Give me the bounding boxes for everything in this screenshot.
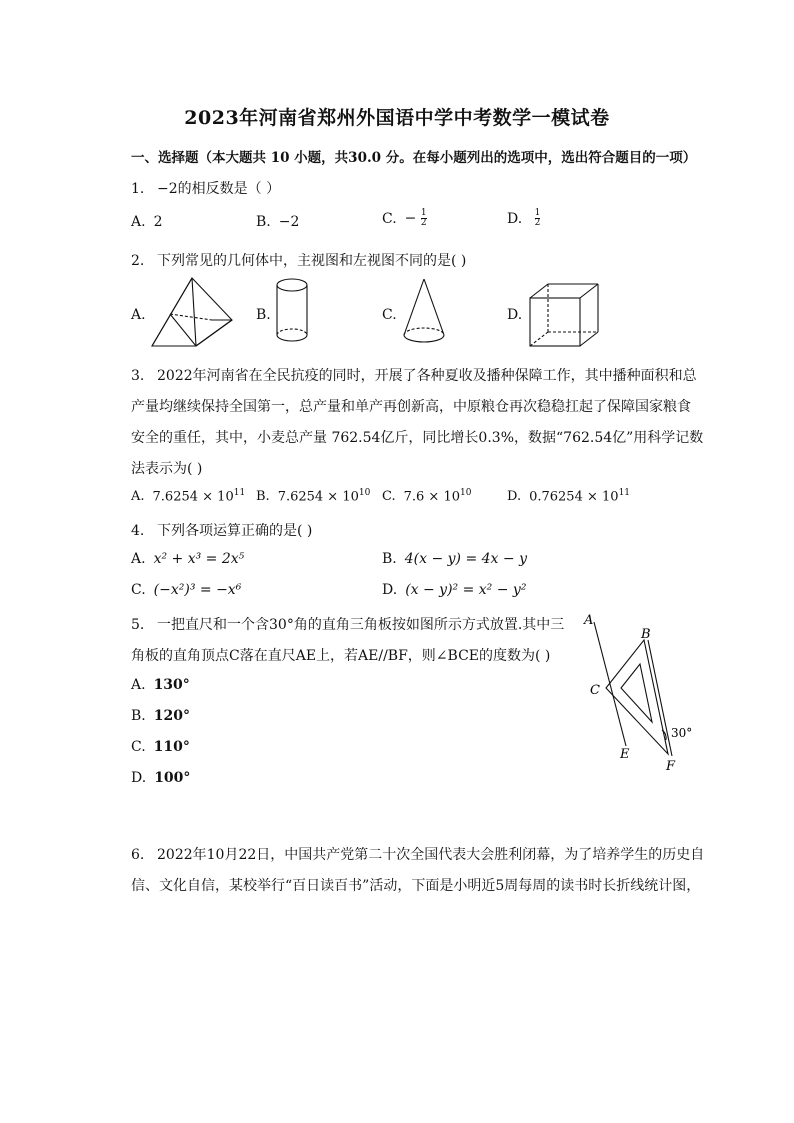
triangular-prism-figure [150,276,236,348]
ruler-triangle-figure [576,610,696,780]
option-d: D. (x − y)² = x² − y² [382,582,527,598]
option-b: B. −2 [256,214,300,230]
question-2: 2. 下列常见的几何体中，主视图和左视图不同的是( ) [131,253,467,269]
option-d: D. [507,307,523,323]
page-title: 2023年河南省郑州外国语中学中考数学一模试卷 [184,107,610,129]
option-c: C. − $\frac{1}{2}$ [382,208,427,228]
option-b: B. $7.6254 \times 10^{10}$ [256,488,371,505]
option-b: B. 120° [131,708,190,724]
label-f: F [666,759,676,774]
option-a: A. $7.6254 \times 10^{11}$ [131,488,246,505]
option-c: C. [382,307,397,323]
question-text-line: 法表示为( ) [131,461,203,477]
option-b: B. [256,307,271,323]
option-a: A. 2 [131,214,163,230]
question-1 [131,178,280,198]
cylinder-figure [275,277,311,345]
option-d: D. 100° [131,770,191,786]
option-a: A. x² + x³ = 2x⁵ [131,551,245,567]
label-a: A [584,613,594,628]
option-d: D. $0.76254 \times 10^{11}$ [507,488,631,505]
question-text-line: 安全的重任，其中，小麦总产量 762.54亿斤，同比增长0.3%，数据“762.54亿”用科学记数 [131,430,704,446]
question-5: 5. 一把直尺和一个含30°角的直角三角板按如图所示方式放置.其中三 [131,617,565,633]
option-c: C. $7.6 \times 10^{10}$ [382,488,472,505]
question-text-line: 产量均继续保持全国第一，总产量和单产再创新高，中原粮仓再次稳稳扛起了保障国家粮食 [131,399,691,415]
question-6: 6. 2022年10月22日，中国共产党第二十次全国代表大会胜利闭幕，为了培养学生的历史自 [131,847,705,863]
label-b: B [641,627,651,642]
fraction: $\frac{1}{2}$ [420,208,427,228]
question-text-line: 信、文化自信，某校举行“百日读百书”活动，下面是小明近5周每周的读书时长折线统计图， [131,878,701,894]
option-d: D. $\frac{1}{2}$ [507,208,541,228]
label-c: C [590,683,600,698]
question-text-line: 角板的直角顶点C落在直尺AE上，若AE//BF，则∠BCE的度数为( ) [131,648,551,664]
question-stem: −2的相反数是（ ） [157,181,281,197]
question-4: 4. 下列各项运算正确的是( ) [131,523,313,539]
option-c: C. (−x²)³ = −x⁶ [131,582,242,598]
cone-figure [402,277,446,345]
fraction: $\frac{1}{2}$ [534,208,541,228]
question-number: 1. [131,181,145,197]
cube-figure [528,282,600,348]
option-c: C. 110° [131,739,190,755]
option-b: B. 4(x − y) = 4x − y [382,551,527,567]
label-e: E [620,747,630,762]
outer-triangle [606,640,668,754]
option-a: A. [131,307,146,323]
inner-triangle [621,664,652,722]
angle-label: 30° [671,726,693,740]
option-a: A. 130° [131,677,190,693]
section-heading: 一、选择题（本大题共 10 小题，共30.0 分。在每小题列出的选项中，选出符合题目的一项） [131,150,697,166]
question-3: 3. 2022年河南省在全民抗疫的同时，开展了各种夏收及播种保障工作，其中播种面积和总 [131,368,697,384]
